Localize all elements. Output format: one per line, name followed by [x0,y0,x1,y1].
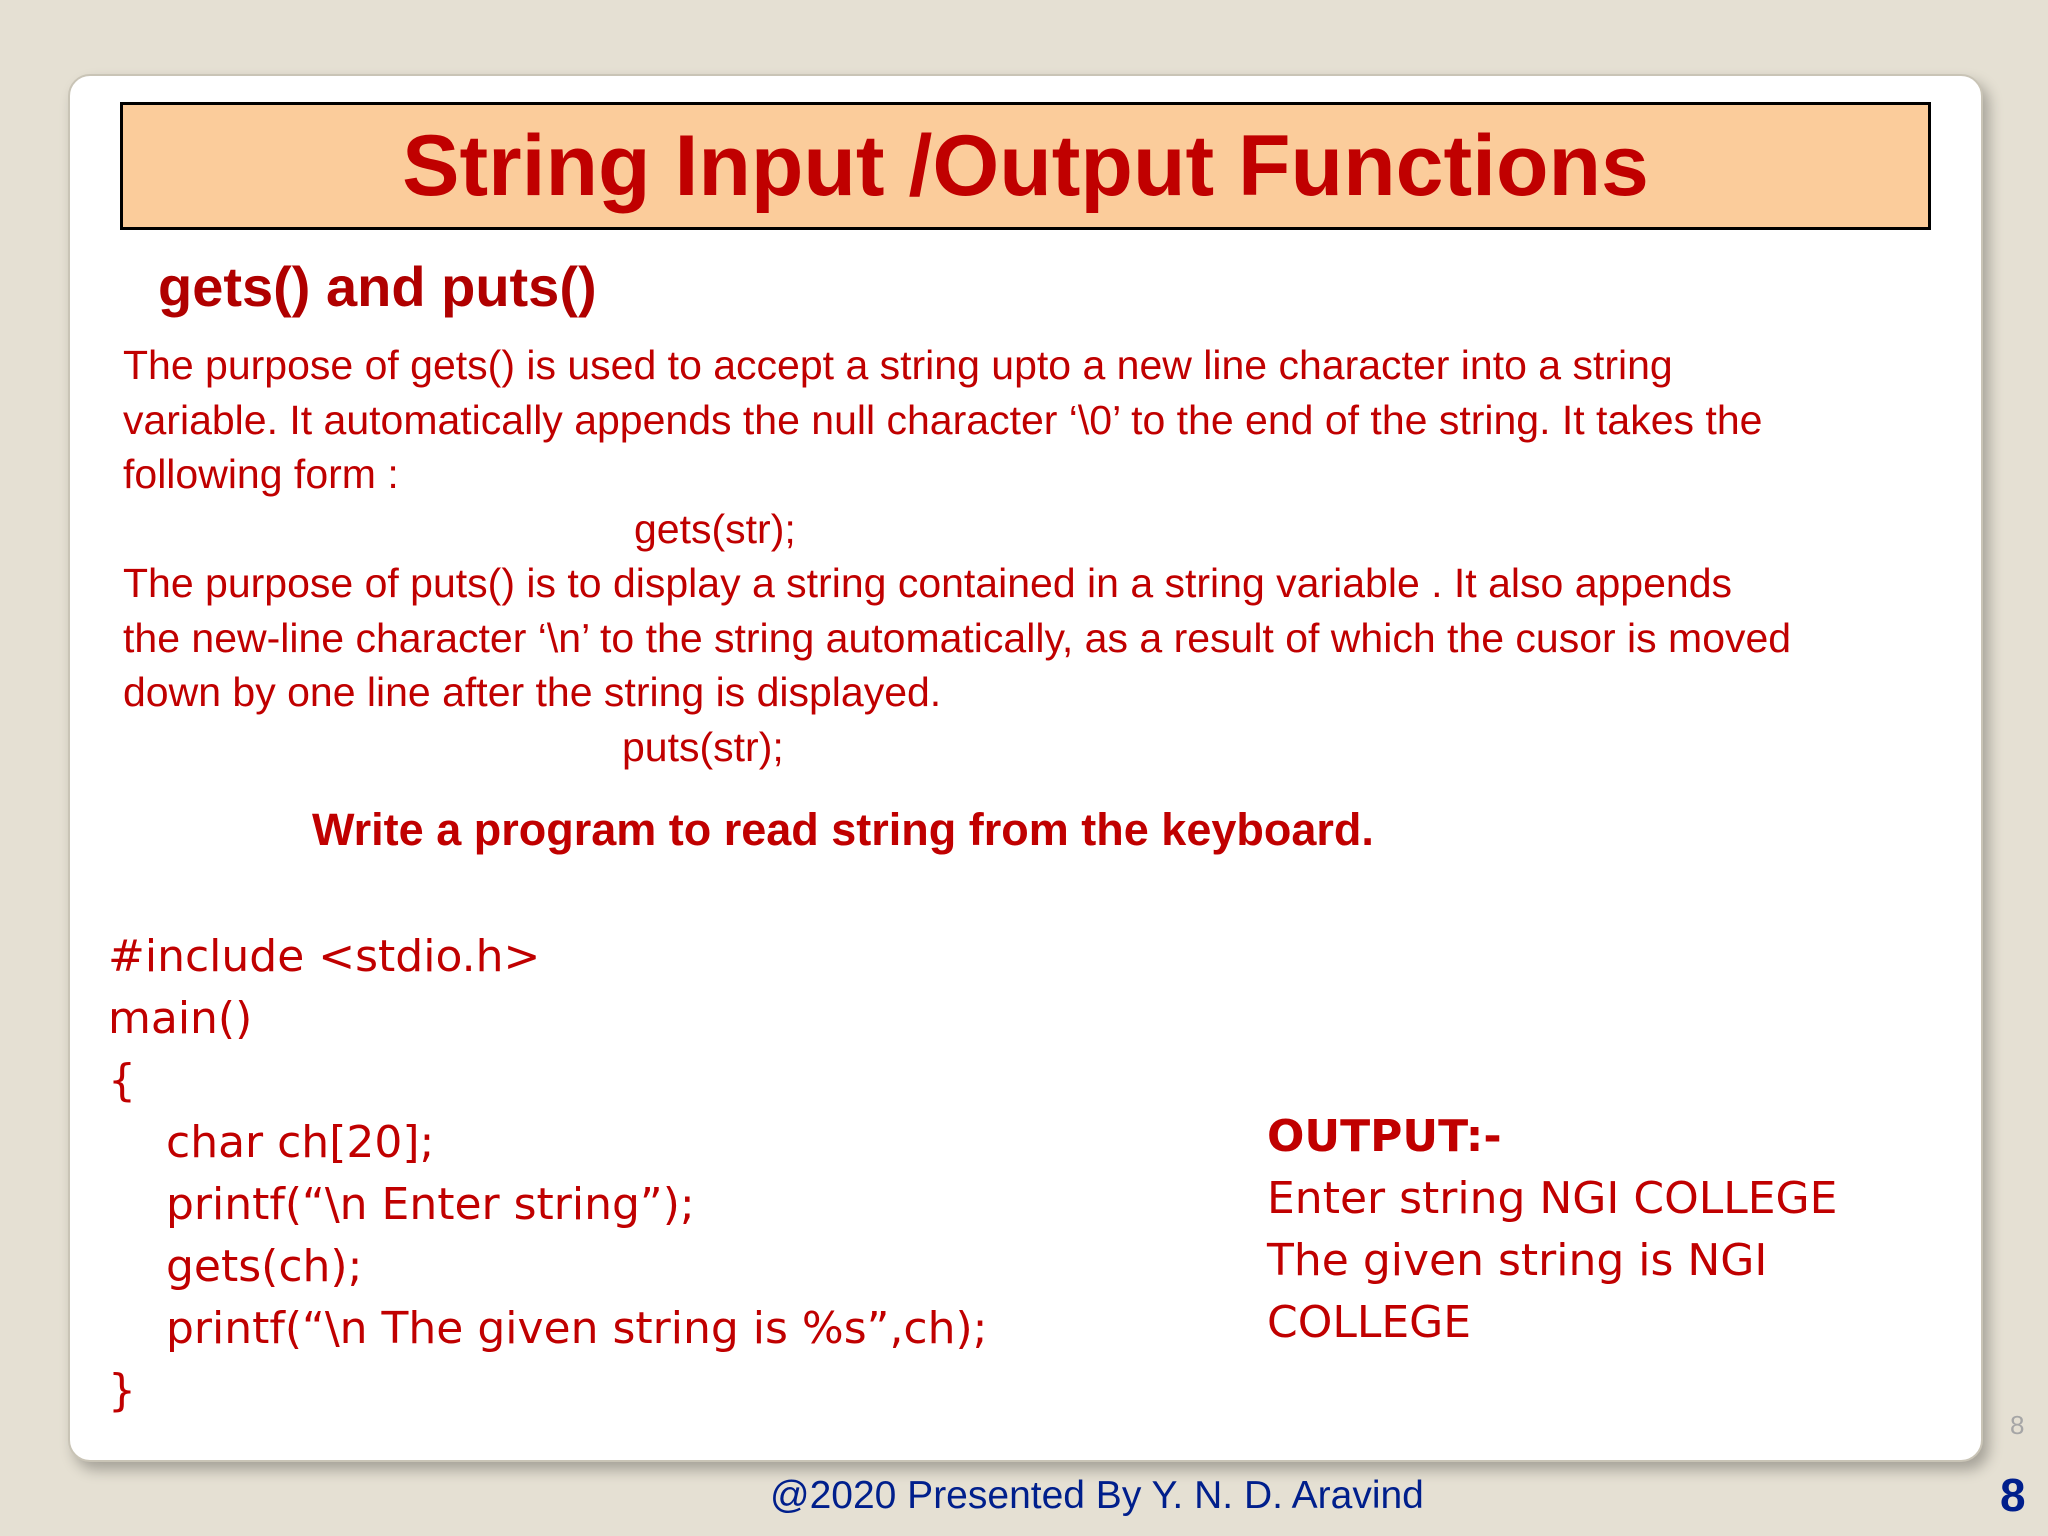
paragraph-line: The purpose of gets() is used to accept a string upto a new line character into a string [123,342,1673,388]
paragraph-line: The purpose of puts() is to display a string contained in a string variable . It also appends [123,560,1733,606]
paragraph-line: following form : [123,451,399,497]
code-line: gets(ch); [166,1241,363,1292]
code-line: #include <stdio.h> [108,931,541,982]
paragraph-line: down by one line after the string is displayed. [123,669,942,715]
code-line: } [108,1365,136,1416]
slide-number-small: 8 [2010,1410,2025,1440]
slide-title: String Input /Output Functions [402,117,1649,214]
code-line: printf(“\n The given string is %s”,ch); [166,1303,988,1354]
code-line: main() [108,993,253,1044]
subheading: gets() and puts() [158,255,597,318]
puts-syntax: puts(str); [622,723,784,770]
output-heading: OUTPUT:- [1267,1111,1502,1162]
page-number: 8 [2000,1469,2026,1521]
code-block [108,926,988,1422]
output-block [1267,1106,1981,1354]
code-line: char ch[20]; [166,1117,435,1168]
paragraph-line: the new-line character ‘\n’ to the string automatically, as a result of which the cusor is moved [123,614,1792,661]
slide-panel [68,74,1983,1462]
gets-syntax: gets(str); [634,505,796,552]
paragraph-gets [123,338,1791,774]
output-line: Enter string NGI COLLEGE [1267,1173,1838,1224]
footer-credit: @2020 Presented By Y. N. D. Aravind [770,1474,1424,1517]
paragraph-line: variable. It automatically appends the null character ‘\0’ to the end of the string. It takes the [123,396,1763,443]
code-line: printf(“\n Enter string”); [166,1179,695,1230]
title-box [120,102,1931,230]
output-line: The given string is NGI COLLEGE [1267,1235,1768,1348]
task-heading: Write a program to read string from the keyboard. [312,804,1374,855]
code-line: { [108,1055,136,1106]
